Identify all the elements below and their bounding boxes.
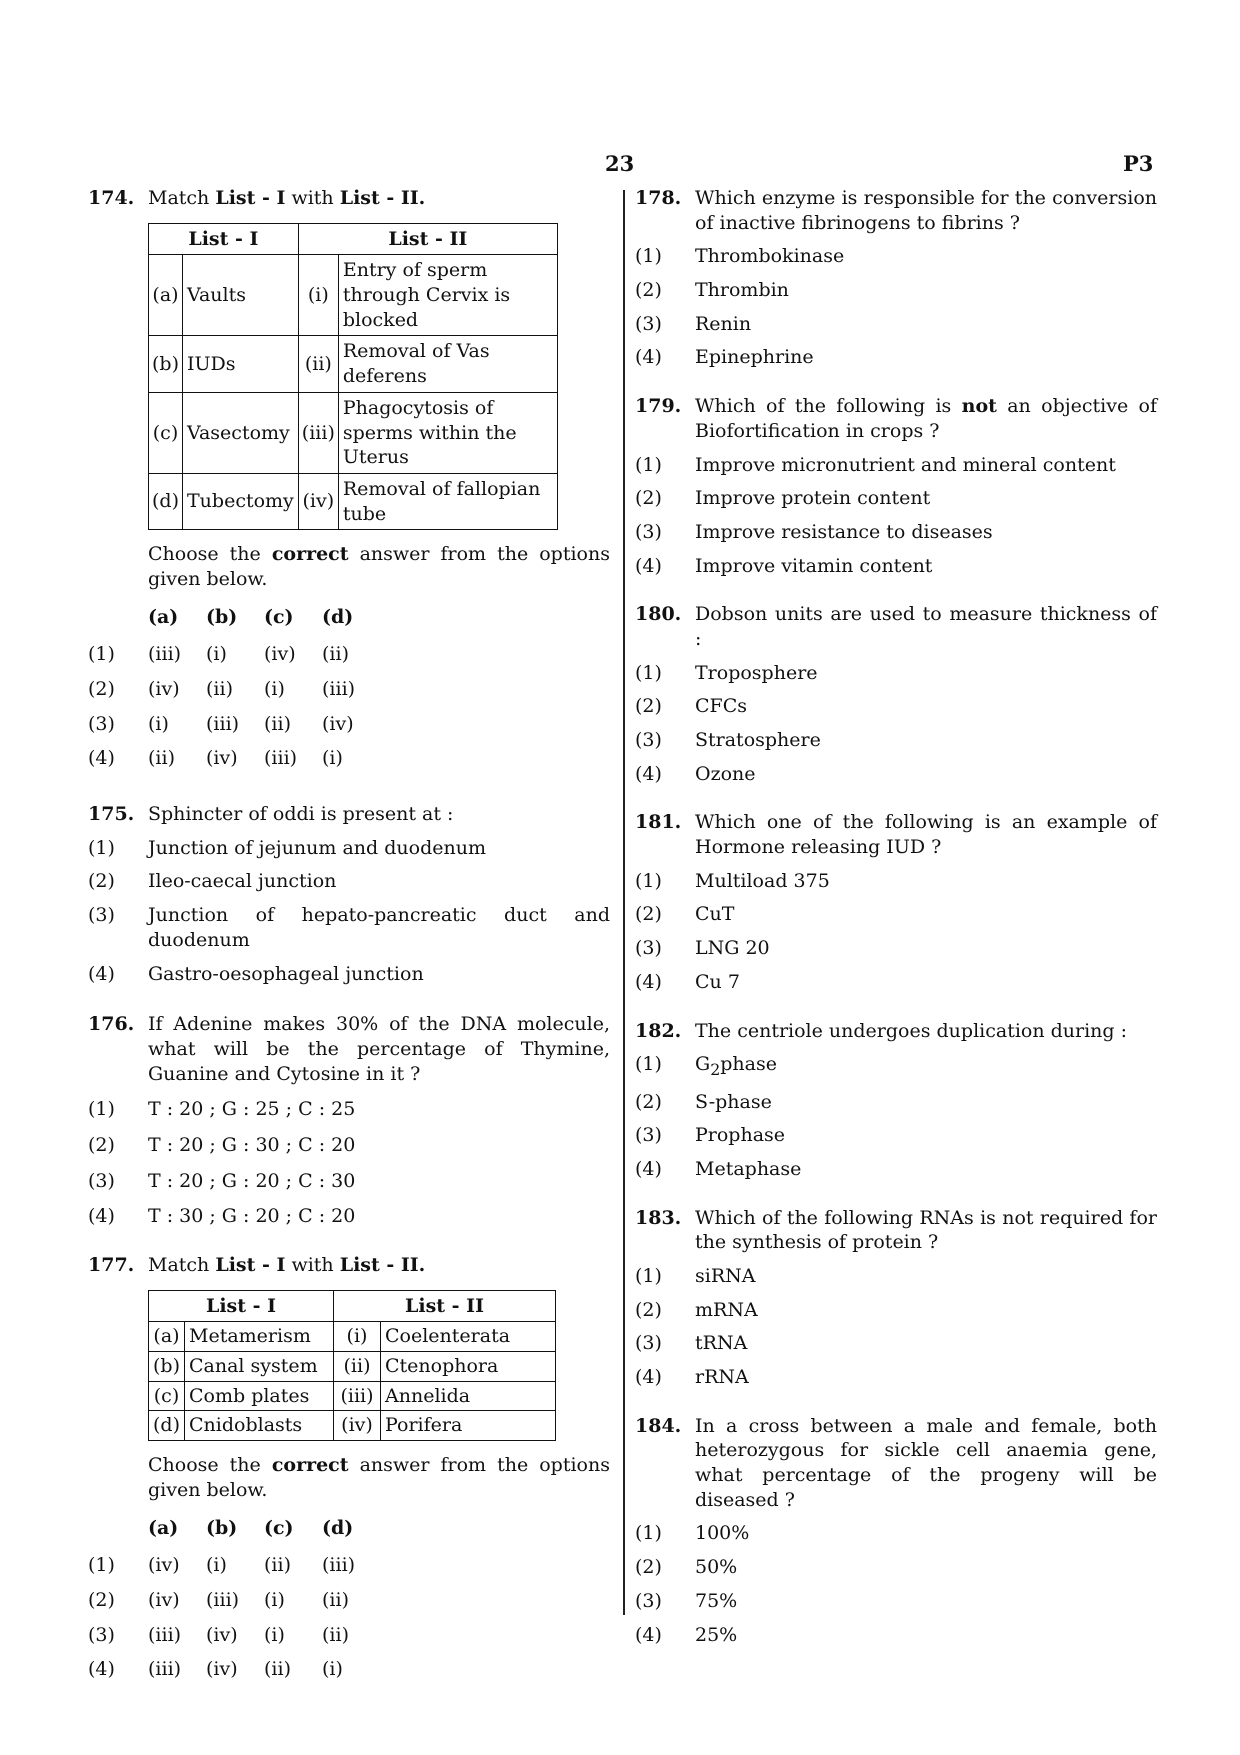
cell: (iii)	[322, 1554, 356, 1577]
choose-post: answer from the options given below.	[148, 1454, 610, 1501]
cell: (ii)	[206, 678, 233, 700]
option-label: (2)	[635, 1556, 662, 1579]
option-text: T : 30 ; G : 20 ; C : 20	[148, 1205, 356, 1228]
option-label: (3)	[635, 1332, 662, 1355]
option[interactable]	[635, 312, 1157, 337]
page-number: 23	[605, 151, 635, 176]
option-text: Epinephrine	[695, 346, 814, 369]
option-label: (3)	[635, 1124, 662, 1147]
question-text: If Adenine makes 30% of the DNA molecule, what will be the percentage of Thymine, Guanine and Cytosine in it ?	[148, 1013, 610, 1085]
cell: Tubectomy	[183, 473, 299, 529]
cell: Comb plates	[185, 1381, 334, 1411]
question-text: Which of the following RNAs is not required for the synthesis of protein ?	[695, 1206, 1157, 1254]
question-number: 176.	[88, 1013, 135, 1036]
cell: (iii)	[148, 1658, 182, 1681]
option-label: (2)	[635, 1298, 662, 1321]
table-row	[149, 392, 558, 473]
q-intro: Match	[148, 187, 210, 209]
match-table	[148, 1290, 556, 1441]
cell: Removal of Vas deferens	[338, 336, 557, 392]
option-text: G	[695, 1053, 711, 1076]
option[interactable]	[635, 1331, 1157, 1356]
option-label: (1)	[88, 643, 115, 666]
option-text: Improve micronutrient and mineral content	[695, 453, 1116, 476]
option-text: Metaphase	[695, 1157, 802, 1180]
question-text: Sphincter of oddi is present at :	[148, 803, 454, 826]
option-label: (4)	[635, 1623, 662, 1646]
option-label: (3)	[635, 729, 662, 751]
option[interactable]	[635, 244, 1157, 269]
option[interactable]	[635, 486, 1157, 511]
cell: (i)	[334, 1322, 381, 1352]
options-179	[635, 453, 1157, 579]
cell: Removal of fallopian tube	[338, 473, 557, 529]
choose-instruction	[148, 542, 610, 591]
answer-option[interactable]	[88, 1652, 380, 1687]
q-text-pre: Which of the following is	[695, 395, 952, 418]
table-header-list2: List - II	[334, 1290, 556, 1322]
option-label: (1)	[635, 453, 662, 476]
option-text: Gastro-oesophageal junction	[148, 962, 424, 985]
option-text: T : 20 ; G : 20 ; C : 30	[148, 1169, 356, 1192]
option[interactable]	[635, 1123, 1157, 1148]
option-label: (4)	[88, 747, 115, 770]
cell: Canal system	[185, 1352, 334, 1382]
q-period: .	[418, 1254, 426, 1276]
question-177	[88, 1253, 610, 1503]
option-label: (3)	[88, 904, 115, 927]
table-row	[149, 473, 558, 529]
cell: (iv)	[148, 678, 180, 700]
option-label: (3)	[635, 937, 662, 960]
table-header-list2: List - II	[298, 223, 557, 255]
option-text: 100%	[695, 1522, 750, 1545]
question-number: 179.	[635, 395, 682, 418]
option[interactable]	[635, 1264, 1157, 1289]
option-text: Improve resistance to diseases	[695, 520, 993, 543]
question-180	[635, 602, 1157, 651]
option-label: (4)	[635, 1366, 662, 1389]
option-subscript: 2	[710, 1059, 721, 1079]
option[interactable]	[635, 1589, 1157, 1614]
question-text	[695, 394, 1157, 443]
choose-pre: Choose the	[148, 543, 261, 566]
q-list2: List - II	[339, 187, 419, 209]
answer-option[interactable]	[88, 637, 380, 672]
col-d: (d)	[322, 1516, 354, 1539]
option-label: (3)	[635, 520, 662, 543]
cell: (iv)	[334, 1411, 381, 1441]
cell: (ii)	[264, 712, 291, 735]
option[interactable]	[635, 1521, 1157, 1546]
cell: (iv)	[148, 1554, 180, 1577]
cell: (iv)	[206, 747, 238, 770]
question-181	[635, 810, 1157, 859]
cell: (iv)	[298, 473, 338, 529]
cell: Porifera	[381, 1411, 556, 1441]
question-number: 174.	[88, 187, 135, 209]
question-text	[148, 186, 610, 211]
options-183	[635, 1264, 1157, 1390]
q-list2: List - II	[339, 1254, 419, 1276]
cell: (a)	[149, 255, 183, 336]
question-178	[635, 186, 1157, 235]
answer-options-174	[88, 600, 380, 776]
question-text: Which enzyme is responsible for the conversion of inactive fibrinogens to fibrins ?	[695, 187, 1157, 234]
option[interactable]	[88, 1169, 610, 1194]
option[interactable]	[635, 728, 1157, 753]
cell: Phagocytosis of sperms within the Uterus	[338, 392, 557, 473]
option-label: (3)	[88, 712, 115, 735]
paper-code: P3	[1123, 151, 1154, 176]
option-text: Junction of hepato-pancreatic duct and duodenum	[148, 904, 610, 951]
options-182	[635, 1052, 1157, 1181]
question-number: 177.	[88, 1254, 135, 1276]
option-text: tRNA	[695, 1332, 748, 1355]
question-text: Which one of the following is an example of Hormone releasing IUD ?	[695, 811, 1157, 859]
cell: (iv)	[206, 1623, 238, 1646]
option-label: (2)	[635, 695, 662, 718]
option-label: (4)	[635, 762, 662, 785]
cell: (iv)	[148, 1588, 180, 1611]
options-176	[88, 1097, 610, 1229]
option-text: Thrombin	[695, 279, 789, 302]
cell: (b)	[149, 1352, 185, 1382]
option-text: Ileo-caecal junction	[148, 870, 337, 893]
question-number: 180.	[635, 603, 682, 626]
right-column	[635, 186, 1157, 1647]
option-label: (1)	[635, 661, 662, 684]
col-b: (b)	[206, 605, 238, 628]
cell: Vaults	[183, 255, 299, 336]
answer-option[interactable]	[88, 672, 380, 707]
cell: (d)	[149, 1411, 185, 1441]
option-text: 75%	[695, 1589, 738, 1612]
option[interactable]	[88, 1097, 610, 1122]
cell: (i)	[322, 1658, 343, 1681]
option-label: (2)	[635, 487, 662, 510]
option-text: Renin	[695, 312, 752, 335]
option-label: (2)	[88, 870, 115, 893]
cell: (i)	[298, 255, 338, 336]
option[interactable]	[635, 554, 1157, 579]
cell: (iii)	[322, 678, 356, 700]
option-label: (4)	[88, 1658, 115, 1681]
cell: (iii)	[148, 1623, 182, 1646]
option[interactable]	[635, 694, 1157, 719]
option-label: (2)	[635, 279, 662, 302]
left-column	[88, 186, 610, 1687]
option[interactable]	[635, 1555, 1157, 1580]
option-label: (1)	[88, 836, 115, 859]
q-period: .	[418, 187, 426, 209]
option-text: CFCs	[695, 695, 748, 718]
option[interactable]	[88, 1204, 610, 1229]
option[interactable]	[635, 902, 1157, 927]
question-184	[635, 1414, 1157, 1513]
table-row	[149, 1352, 556, 1382]
option[interactable]	[88, 1133, 610, 1158]
option-label: (4)	[635, 970, 662, 993]
question-text: The centriole undergoes duplication during :	[695, 1019, 1128, 1042]
option[interactable]	[88, 869, 610, 894]
option-label: (4)	[88, 962, 115, 985]
cell: (i)	[322, 747, 343, 770]
option-label: (4)	[635, 1157, 662, 1180]
option-label: (2)	[88, 1588, 115, 1611]
col-a: (a)	[148, 1516, 179, 1539]
question-183	[635, 1206, 1157, 1255]
option-label: (3)	[635, 1589, 662, 1612]
option[interactable]	[635, 1052, 1157, 1080]
cell: (i)	[264, 1588, 285, 1611]
option-label: (3)	[88, 1623, 115, 1646]
choose-post: answer from the options given below.	[148, 543, 610, 590]
question-text: In a cross between a male and female, both heterozygous for sickle cell anaemia gene, what percentage of the progeny will be diseased ?	[695, 1414, 1157, 1511]
option-label: (4)	[635, 346, 662, 369]
table-header-list1: List - I	[149, 223, 299, 255]
question-182	[635, 1019, 1157, 1044]
table-header-list1: List - I	[149, 1290, 334, 1322]
options-180	[635, 661, 1157, 787]
option-label: (2)	[635, 1090, 662, 1113]
col-a: (a)	[148, 605, 179, 628]
option-text: Stratosphere	[695, 729, 821, 751]
cell: (iii)	[334, 1381, 381, 1411]
options-175	[88, 836, 610, 986]
option-text: T : 20 ; G : 25 ; C : 25	[148, 1098, 356, 1121]
option[interactable]	[635, 1157, 1157, 1182]
question-number: 178.	[635, 187, 682, 209]
table-row	[149, 1411, 556, 1441]
cell: (iii)	[148, 643, 182, 666]
option[interactable]	[635, 869, 1157, 894]
choose-instruction	[148, 1453, 610, 1502]
option[interactable]	[635, 278, 1157, 303]
choose-bold: correct	[271, 543, 349, 566]
option[interactable]	[635, 762, 1157, 787]
cell: (c)	[149, 392, 183, 473]
option-label: (2)	[88, 678, 115, 700]
cell: (iii)	[298, 392, 338, 473]
option-text: Improve protein content	[695, 487, 931, 510]
question-number: 184.	[635, 1414, 682, 1437]
column-divider	[623, 190, 625, 1615]
question-number: 175.	[88, 803, 135, 826]
cell: (i)	[264, 678, 285, 700]
q-text-bold: not	[961, 395, 997, 418]
cell: (iii)	[206, 712, 240, 735]
cell: (iii)	[264, 747, 298, 770]
col-d: (d)	[322, 605, 354, 628]
cell: (iv)	[264, 643, 296, 666]
cell: Metamerism	[185, 1322, 334, 1352]
option-text: T : 20 ; G : 30 ; C : 20	[148, 1133, 356, 1156]
option-text: CuT	[695, 903, 735, 926]
options-181	[635, 869, 1157, 995]
choose-bold: correct	[271, 1454, 349, 1477]
question-number: 183.	[635, 1206, 682, 1229]
cell: Coelenterata	[381, 1322, 556, 1352]
option-label: (3)	[635, 312, 662, 335]
table-row	[149, 255, 558, 336]
option-text: Troposphere	[695, 661, 818, 684]
cell: (iv)	[322, 712, 354, 735]
option-label: (1)	[635, 1264, 662, 1287]
question-text	[148, 1253, 610, 1278]
question-number: 182.	[635, 1019, 682, 1042]
option-label: (1)	[88, 1098, 115, 1121]
cell: Ctenophora	[381, 1352, 556, 1382]
answer-options-177	[88, 1511, 380, 1687]
option-label: (4)	[88, 1205, 115, 1228]
cell: Entry of sperm through Cervix is blocked	[338, 255, 557, 336]
cell: (b)	[149, 336, 183, 392]
option-text: Prophase	[695, 1124, 786, 1147]
option[interactable]	[635, 661, 1157, 686]
cell: (ii)	[322, 1588, 349, 1611]
cell: (iv)	[206, 1658, 238, 1681]
cell: (d)	[149, 473, 183, 529]
option-text: Improve vitamin content	[695, 554, 933, 577]
question-174	[88, 186, 610, 592]
option-text: Junction of jejunum and duodenum	[148, 836, 486, 859]
option-text: LNG 20	[695, 937, 770, 960]
question-number: 181.	[635, 811, 682, 834]
option[interactable]	[635, 1090, 1157, 1115]
cell: (c)	[149, 1381, 185, 1411]
q-with: with	[291, 1254, 334, 1276]
answer-option[interactable]	[88, 741, 380, 776]
option-text: Ozone	[695, 762, 756, 785]
cell: (i)	[148, 712, 169, 735]
cell: IUDs	[183, 336, 299, 392]
option[interactable]	[635, 1623, 1157, 1648]
table-row	[149, 1322, 556, 1352]
cell: (ii)	[322, 1623, 349, 1646]
option-label: (1)	[635, 1522, 662, 1545]
option[interactable]	[635, 345, 1157, 370]
option[interactable]	[88, 962, 610, 987]
col-c: (c)	[264, 1516, 294, 1539]
q-list1: List - I	[215, 187, 286, 209]
option-text: 50%	[695, 1556, 738, 1579]
option[interactable]	[635, 1365, 1157, 1390]
cell: (ii)	[148, 747, 175, 770]
q-list1: List - I	[215, 1254, 286, 1276]
answer-option[interactable]	[88, 1583, 380, 1618]
cell: (i)	[206, 643, 227, 666]
cell: Annelida	[381, 1381, 556, 1411]
option-text: mRNA	[695, 1298, 758, 1321]
answer-option[interactable]	[88, 1548, 380, 1583]
cell: (i)	[206, 1554, 227, 1577]
option[interactable]	[635, 453, 1157, 478]
option-label: (1)	[88, 1554, 115, 1577]
cell: (iii)	[206, 1588, 240, 1611]
answer-option[interactable]	[88, 1618, 380, 1653]
options-178	[635, 244, 1157, 370]
cell: (i)	[264, 1623, 285, 1646]
col-c: (c)	[264, 605, 294, 628]
option-label: (1)	[635, 245, 662, 268]
question-179	[635, 394, 1157, 443]
option[interactable]	[88, 836, 610, 861]
q-text-post: an objective of Biofortification in crops ?	[695, 395, 1158, 442]
option[interactable]	[635, 970, 1157, 995]
option-label: (1)	[635, 869, 662, 892]
option-label: (2)	[635, 903, 662, 926]
cell: Vasectomy	[183, 392, 299, 473]
table-row	[149, 336, 558, 392]
question-176	[88, 1012, 610, 1086]
answer-option[interactable]	[88, 707, 380, 742]
q-with: with	[291, 187, 334, 209]
option[interactable]	[635, 1298, 1157, 1323]
option[interactable]	[88, 903, 610, 952]
q-intro: Match	[148, 1254, 210, 1276]
option[interactable]	[635, 936, 1157, 961]
option-text: 25%	[695, 1623, 738, 1646]
cell: (ii)	[264, 1658, 291, 1681]
question-text: Dobson units are used to measure thickness of :	[695, 603, 1157, 650]
option-text: Cu 7	[695, 970, 740, 993]
option-label: (4)	[635, 554, 662, 577]
match-table	[148, 223, 558, 531]
table-row	[149, 1381, 556, 1411]
question-175	[88, 802, 610, 827]
cell: Cnidoblasts	[185, 1411, 334, 1441]
cell: (ii)	[322, 643, 349, 666]
option[interactable]	[635, 520, 1157, 545]
cell: (ii)	[298, 336, 338, 392]
option-text: siRNA	[695, 1264, 756, 1287]
cell: (ii)	[264, 1554, 291, 1577]
cell: (ii)	[334, 1352, 381, 1382]
choose-pre: Choose the	[148, 1454, 261, 1477]
option-label: (2)	[88, 1133, 115, 1156]
option-label: (3)	[88, 1169, 115, 1192]
option-text: S-phase	[695, 1090, 772, 1113]
option-text: rRNA	[695, 1366, 749, 1389]
col-b: (b)	[206, 1516, 238, 1539]
option-label: (1)	[635, 1053, 662, 1076]
cell: (a)	[149, 1322, 185, 1352]
options-184	[635, 1521, 1157, 1647]
option-text-after: phase	[720, 1053, 777, 1076]
option-text: Thrombokinase	[695, 245, 845, 268]
option-text: Multiload 375	[695, 869, 830, 892]
